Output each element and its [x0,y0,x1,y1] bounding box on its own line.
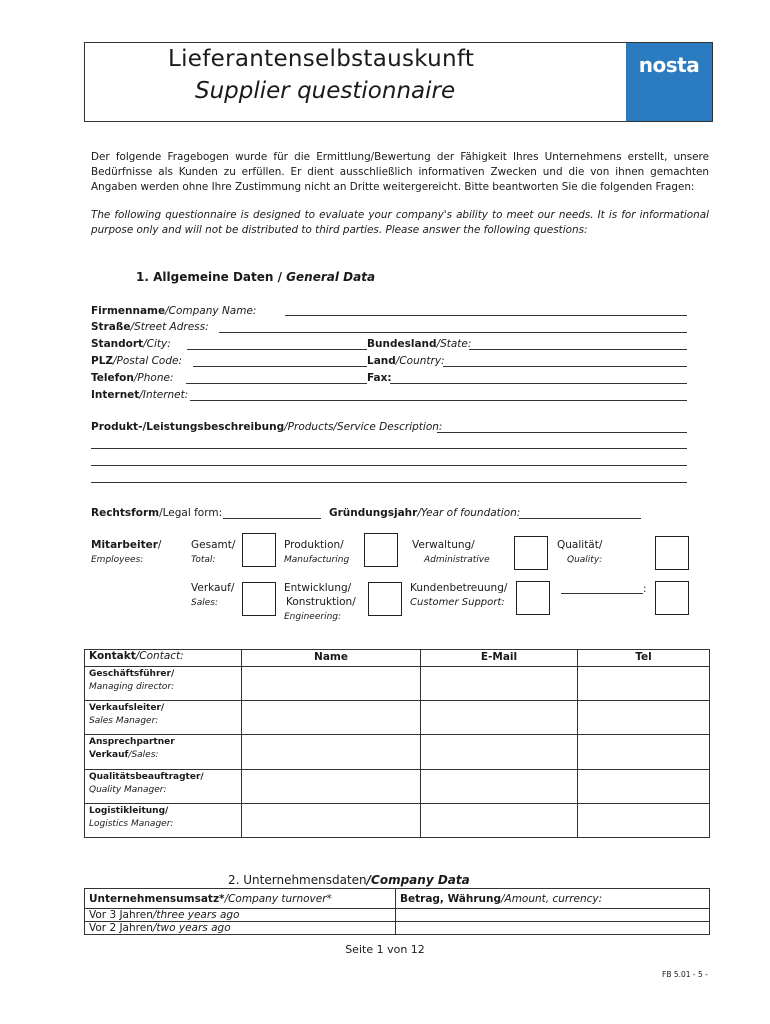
sales-label: Verkauf/ Sales: [191,582,235,608]
admin-box[interactable] [514,536,548,570]
contacts-header: Kontakt/Contact: [85,650,242,667]
title-english: Supplier questionnaire [195,78,456,104]
turnover-table [84,888,710,935]
email-cell[interactable] [421,667,578,701]
founded-field[interactable] [519,518,641,519]
sales-box[interactable] [242,582,276,616]
intro-german: Der folgende Fragebogen wurde für die Ermittlung/Bewertung der Fähigkeit Ihres Unternehmens erstellt, unsere Bedürfnisse als Kunden zu erfüllen. Er dient ausschließlich informativen Zwecken und die von ihnen gemachten Angaben werden ohne Ihre Zustimmung nicht an Dritte weitergereicht. Bitte beantworten Sie die folgenden Fragen: [91,151,709,193]
products-field-4[interactable] [91,482,687,483]
production-box[interactable] [364,533,398,567]
employees-label: Mitarbeiter/ Employees: [91,539,162,565]
country-field[interactable] [443,366,687,367]
year-cell: Vor 3 Jahren/three years ago [85,909,396,922]
section-2-title: 2. Unternehmensdaten/Company Data [228,873,470,887]
fax-label: Fax: [367,372,392,384]
table-row [85,735,710,770]
table-row [85,909,710,922]
company-name-label: Firmenname/Company Name: [91,305,257,317]
role-cell: Qualitätsbeauftragter/ Quality Manager: [85,770,242,804]
total-label: Gesamt/ Total: [191,539,236,565]
tel-cell[interactable] [578,701,710,735]
contacts-table [84,649,710,838]
street-field[interactable] [219,332,687,333]
other-field[interactable] [561,593,643,594]
amount-header: Betrag, Währung/Amount, currency: [396,889,710,909]
table-row [85,922,710,935]
support-label: Kundenbetreuung/ Customer Support: [410,582,508,608]
other-colon: : [643,583,647,595]
role-cell: Geschäftsführer/ Managing director: [85,667,242,701]
internet-field[interactable] [190,400,687,401]
products-field-3[interactable] [91,465,687,466]
tel-cell[interactable] [578,804,710,838]
table-row [85,770,710,804]
email-cell[interactable] [421,804,578,838]
fax-field[interactable] [390,383,687,384]
role-cell: Logistikleitung/ Logistics Manager: [85,804,242,838]
col-name-header: Name [242,650,421,667]
quality-label: Qualität/ Quality: [557,539,603,565]
role-cell: Verkaufsleiter/ Sales Manager: [85,701,242,735]
page-number: Seite 1 von 12 [345,943,425,956]
total-box[interactable] [242,533,276,567]
role-cell: Ansprechpartner Verkauf/Sales: [85,735,242,770]
title-german: Lieferantenselbstauskunft [168,46,475,72]
email-cell[interactable] [421,701,578,735]
phone-field[interactable] [186,383,367,384]
table-row [85,701,710,735]
amount-cell[interactable] [396,909,710,922]
production-label: Produktion/ Manufacturing [284,539,350,565]
engineering-box[interactable] [368,582,402,616]
email-cell[interactable] [421,735,578,770]
state-field[interactable] [469,349,687,350]
products-label: Produkt-/Leistungsbeschreibung/Products/Service Description: [91,421,443,433]
zip-field[interactable] [193,366,367,367]
legal-form-field[interactable] [223,518,321,519]
street-label: Straße/Street Adress: [91,321,209,333]
section-1-title-en: General Data [286,270,376,284]
tel-cell[interactable] [578,735,710,770]
form-code: FB 5.01 - 5 - [662,970,708,979]
amount-cell[interactable] [396,922,710,935]
phone-label: Telefon/Phone: [91,372,174,384]
admin-label: Verwaltung/ Administrative [412,539,490,565]
section-1-title [136,270,375,284]
name-cell[interactable] [242,701,421,735]
company-name-field[interactable] [285,315,687,316]
year-cell: Vor 2 Jahren/two years ago [85,922,396,935]
legal-form-label: Rechtsform/Legal form: [91,507,223,519]
email-cell[interactable] [421,770,578,804]
turnover-header: Unternehmensumsatz*/Company turnover* [85,889,396,909]
city-label: Standort/City: [91,338,171,350]
support-box[interactable] [516,581,550,615]
name-cell[interactable] [242,770,421,804]
products-field-1[interactable] [437,432,687,433]
name-cell[interactable] [242,735,421,770]
table-row [85,667,710,701]
country-label: Land/Country: [367,355,445,367]
founded-label: Gründungsjahr/Year of foundation: [329,507,521,519]
col-tel-header: Tel [578,650,710,667]
products-field-2[interactable] [91,448,687,449]
intro-english: The following questionnaire is designed to evaluate your company's ability to meet our needs. It is for informational purpose only and will not be distributed to third parties. Please answer the following questions: [91,209,709,236]
other-box[interactable] [655,581,689,615]
tel-cell[interactable] [578,667,710,701]
state-label: Bundesland/State: [367,338,472,350]
nosta-logo [626,43,712,121]
zip-label: PLZ/Postal Code: [91,355,182,367]
city-field[interactable] [187,349,367,350]
table-row [85,804,710,838]
col-email-header: E-Mail [421,650,578,667]
tel-cell[interactable] [578,770,710,804]
name-cell[interactable] [242,804,421,838]
logo-text: nosta [638,53,700,77]
quality-box[interactable] [655,536,689,570]
internet-label: Internet/Internet: [91,389,189,401]
engineering-label: Entwicklung/ Konstruktion/ Engineering: [284,582,356,622]
name-cell[interactable] [242,667,421,701]
section-1-title-de: 1. Allgemeine Daten / [136,270,287,284]
